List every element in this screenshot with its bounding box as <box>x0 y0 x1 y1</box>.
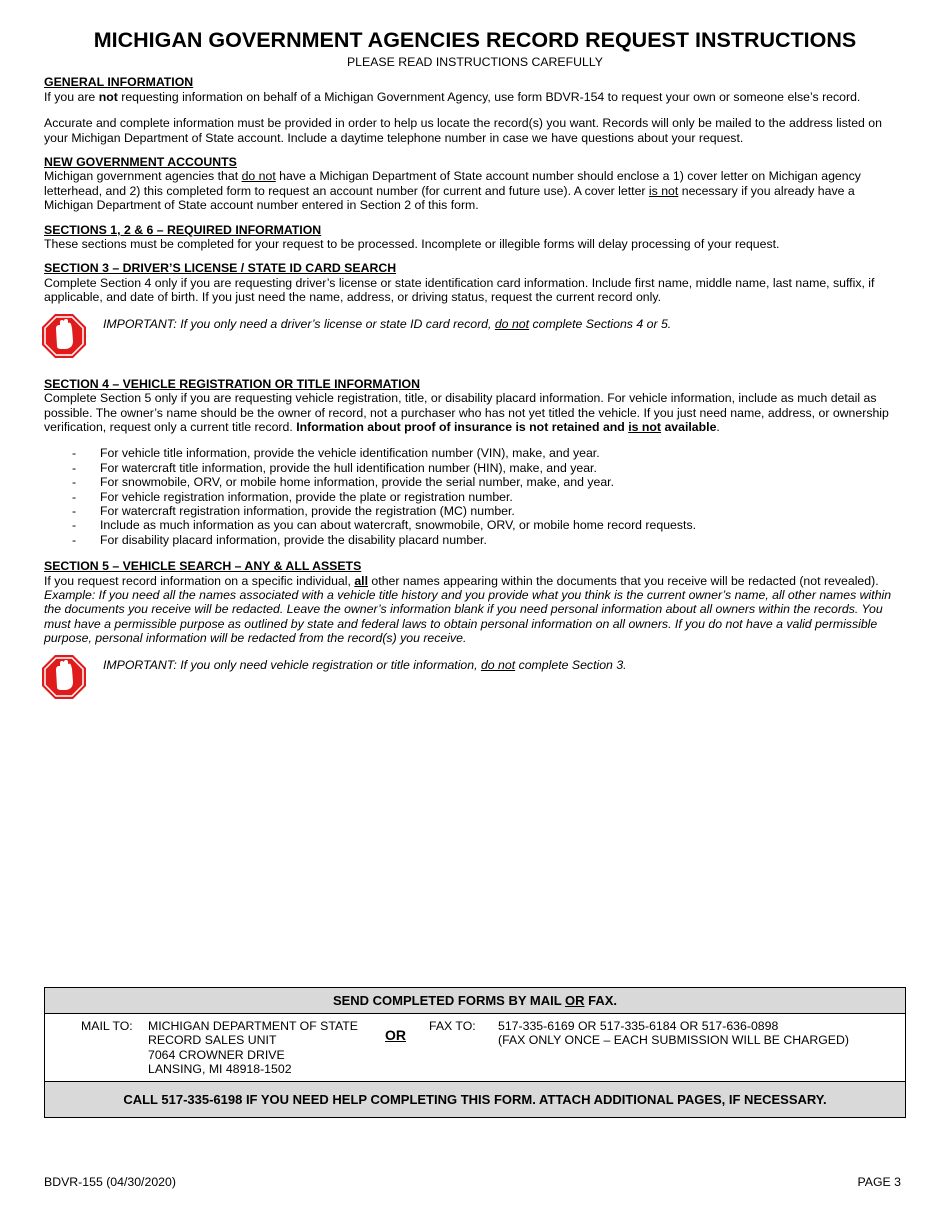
fax-numbers: 517-335-6169 OR 517-335-6184 OR 517-636-0898 (FAX ONLY ONCE – EACH SUBMISSION WILL BE CHARGED) <box>498 1019 849 1048</box>
new-accounts-paragraph: Michigan government agencies that do not have a Michigan Department of State account number should enclose a 1) cover letter on Michigan agency letterhead, and 2) this completed form to request an account number (for current and future use). A cover letter is not necessary if you already have a Michigan Department of State account number entered in Section 2 of this form. <box>44 169 861 213</box>
fax-to-label: FAX TO: <box>429 1019 476 1033</box>
new-accounts-heading: NEW GOVERNMENT ACCOUNTS <box>44 155 237 170</box>
section4-paragraph: Complete Section 5 only if you are requesting vehicle registration, title, or disability placard information. For vehicle information, include as much detail as possible. The owner’s name should be the owner of record, not a purchaser who has not yet titled the vehicle. If you just need name, address, or ownership verification, request only a current title record. Information about proof of insurance is not retained and is not available. <box>44 391 889 434</box>
stop-hand-icon <box>41 313 87 359</box>
section4-heading: SECTION 4 – VEHICLE REGISTRATION OR TITLE INFORMATION <box>44 376 420 391</box>
general-paragraph-1: If you are not requesting information on behalf of a Michigan Government Agency, use form BDVR-154 to request your own or someone else’s record. <box>44 89 861 104</box>
page-title: MICHIGAN GOVERNMENT AGENCIES RECORD REQUEST INSTRUCTIONS <box>93 28 857 52</box>
section3-paragraph: Complete Section 4 only if you are requesting driver’s license or state identification card information. Include first name, middle name, last name, suffix, if applicable, and date of birth. If you just need the name, address, or driving status, request the current record only. <box>44 275 875 305</box>
send-forms-box <box>44 987 906 1118</box>
list-item: - For disability placard information, provide the disability placard number. <box>44 533 906 547</box>
section3-important <box>44 317 906 363</box>
section5-important <box>44 658 906 704</box>
list-item: - For watercraft registration information, provide the registration (MC) number. <box>44 504 906 518</box>
form-id: BDVR-155 (04/30/2020) <box>44 1175 176 1189</box>
section3-heading: SECTION 3 – DRIVER’S LICENSE / STATE ID CARD SEARCH <box>44 261 397 276</box>
general-heading: GENERAL INFORMATION <box>44 75 194 90</box>
section5-heading: SECTION 5 – VEHICLE SEARCH – ANY & ALL ASSETS <box>44 559 362 574</box>
list-item: - For watercraft title information, provide the hull identification number (HIN), make, and year. <box>44 461 906 475</box>
section5-important-text: IMPORTANT: If you only need vehicle registration or title information, do not complete Section 3. <box>103 657 627 672</box>
section3-important-text: IMPORTANT: If you only need a driver’s license or state ID card record, do not complete Sections 4 or 5. <box>103 316 672 331</box>
list-item: - For snowmobile, ORV, or mobile home information, provide the serial number, make, and year. <box>44 475 906 489</box>
sections-126-paragraph: These sections must be completed for your request to be processed. Incomplete or illegible forms will delay processing of your request. <box>44 237 780 252</box>
page-subtitle: PLEASE READ INSTRUCTIONS CAREFULLY <box>346 55 603 69</box>
page-number: PAGE 3 <box>857 1175 901 1189</box>
help-line: CALL 517-335-6198 IF YOU NEED HELP COMPLETING THIS FORM. ATTACH ADDITIONAL PAGES, IF NECESSARY. <box>45 1082 905 1117</box>
stop-hand-icon <box>41 654 87 700</box>
send-details <box>45 1014 905 1082</box>
sections-126-heading: SECTIONS 1, 2 & 6 – REQUIRED INFORMATION <box>44 222 322 237</box>
section5-paragraph: If you request record information on a specific individual, all other names appearing within the documents that you receive will be redacted (not revealed). Example: If you need all the names associated with a vehicle title history and you provide what you think is the current owner’s name, all other names within the documents you receive will be redacted. Leave the owner’s information blank if you need personal information about all owners within the records. You must have a permissible purpose as outlined by state and federal laws to obtain personal information on all owners. If you do not have a valid permissible purpose, personal information will be redacted from the record(s) you receive. <box>44 573 892 646</box>
instructions-page <box>44 28 906 704</box>
list-item: - For vehicle title information, provide the vehicle identification number (VIN), make, and year. <box>44 446 906 460</box>
mail-to-label: MAIL TO: <box>81 1019 133 1033</box>
section4-bullet-list <box>44 446 906 547</box>
send-heading: SEND COMPLETED FORMS BY MAIL OR FAX. <box>45 988 905 1014</box>
mail-address: MICHIGAN DEPARTMENT OF STATE RECORD SALES UNIT 7064 CROWNER DRIVE LANSING, MI 48918-1502 <box>148 1019 358 1077</box>
general-paragraph-2: Accurate and complete information must be provided in order to help us locate the record(s) you want. Records will only be mailed to the address listed on your Michigan Department of State account. Include a daytime telephone number in case we have questions about your request. <box>44 116 882 145</box>
or-label: OR <box>385 1027 406 1043</box>
list-item: - Include as much information as you can about watercraft, snowmobile, ORV, or mobile home record requests. <box>44 518 906 532</box>
list-item: - For vehicle registration information, provide the plate or registration number. <box>44 490 906 504</box>
